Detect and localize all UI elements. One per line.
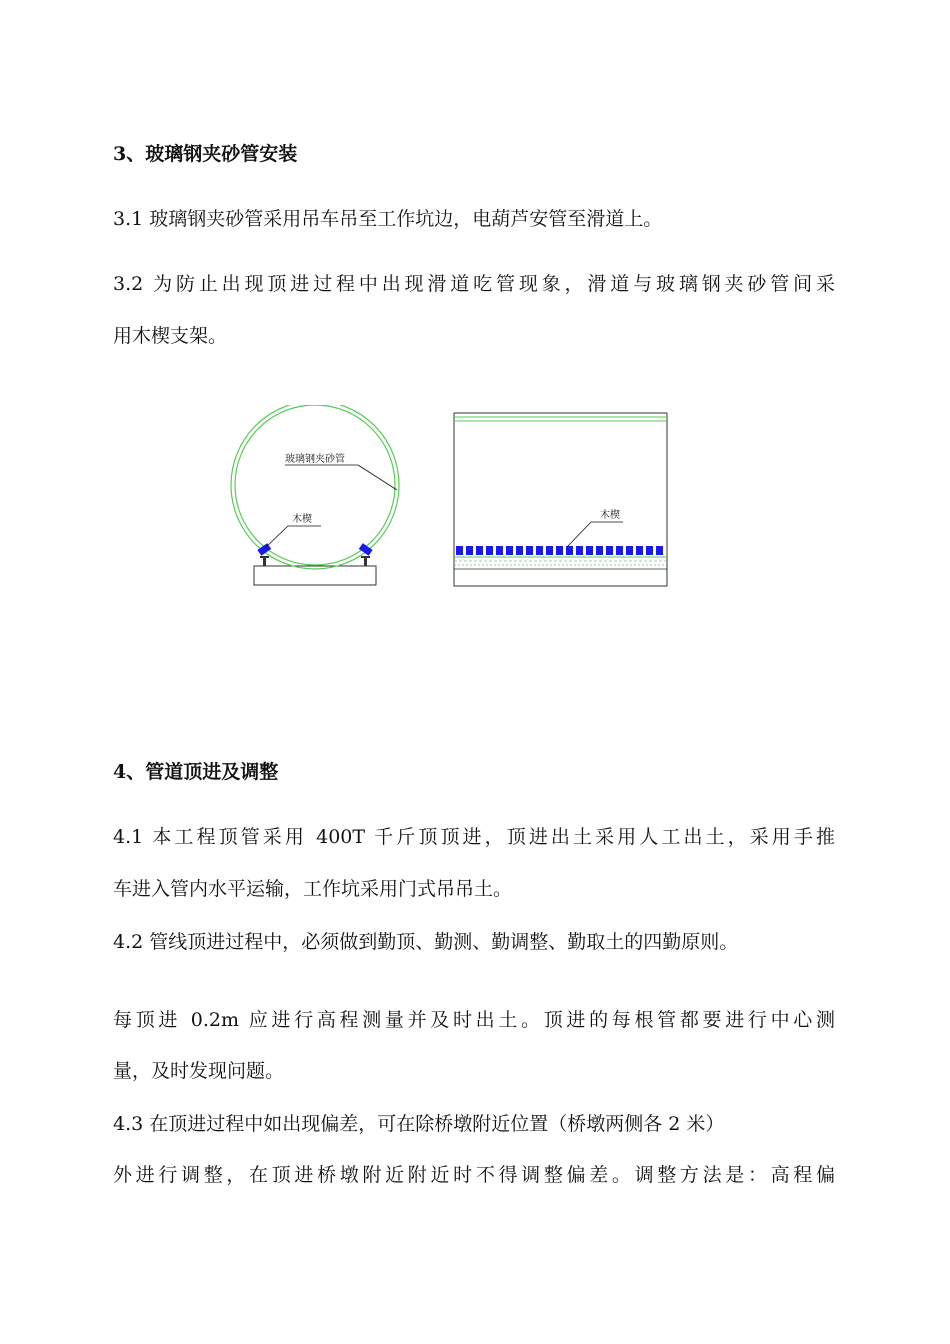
wedge-block [566,546,573,555]
paragraph-3-2-line-2: 用木楔支架。 [113,325,228,347]
paragraph-3-1: 3.1 玻璃钢夹砂管采用吊车吊至工作坑边，电葫芦安管至滑道上。 [113,208,663,230]
right-wedge [359,543,373,556]
pipe-installation-diagram [225,405,685,595]
wedge-block [586,546,593,555]
paragraph-4-2-line-2: 每顶进 0.2m 应进行高程测量并及时出土。顶进的每根管都要进行中心测 [113,1009,835,1031]
paragraph-4-3-line-1: 4.3 在顶进过程中如出现偏差，可在除桥墩附近位置（桥墩两侧各 2 米） [113,1113,725,1135]
right-wedge-leader-line [567,522,591,547]
paragraph-4-2-line-1: 4.2 管线顶进过程中，必须做到勤顶、勤测、勤调整、勤取土的四勤原则。 [113,931,739,953]
wedge-block [506,546,513,555]
right-wedge-label: 木楔 [600,510,620,521]
wedge-block [646,546,653,555]
wedge-block [556,546,563,555]
paragraph-4-3-line-2: 外进行调整，在顶进桥墩附近附近时不得调整偏差。调整方法是：高程偏 [113,1164,835,1186]
wedge-block [466,546,473,555]
paragraph-4-1-line-1: 4.1 本工程顶管采用 400T 千斤顶顶进，顶进出土采用人工出土，采用手推 [113,826,835,848]
wedge-block [496,546,503,555]
paragraph-4-2-line-3: 量，及时发现问题。 [113,1060,285,1082]
wedge-block [536,546,543,555]
wedge-block [616,546,623,555]
wedge-block [636,546,643,555]
pipe-label: 玻璃钢夹砂管 [285,454,345,465]
wedge-block [596,546,603,555]
left-rail [260,556,269,566]
pipe-longitudinal-box [454,413,667,586]
paragraph-3-2-line-1: 3.2 为防止出现顶进过程中出现滑道吃管现象，滑道与玻璃钢夹砂管间采 [113,273,835,295]
wedge-block [486,546,493,555]
section-4-heading: 4、管道顶进及调整 [113,761,279,783]
wedge-block [456,546,463,555]
longitudinal-view [454,413,667,586]
left-wedge [257,543,271,556]
wedge-block [516,546,523,555]
wedge-row [456,546,663,555]
wedge-block [546,546,553,555]
wedge-block [576,546,583,555]
wedge-block [606,546,613,555]
paragraph-4-1-line-2: 车进入管内水平运输，工作坑采用门式吊吊土。 [113,878,513,900]
cross-section-view [231,405,399,585]
wedge-block [526,546,533,555]
section-3-heading: 3、玻璃钢夹砂管安装 [113,143,298,165]
pipe-leader-line [358,465,397,490]
pipe-outer-circle [231,405,399,569]
pipe-inner-circle [235,405,395,565]
wedge-block [656,546,663,555]
right-rail [361,556,370,566]
left-wedge-leader-line [265,526,288,548]
wedge-block [626,546,633,555]
wedge-block [476,546,483,555]
left-wedge-label: 木楔 [292,514,312,525]
